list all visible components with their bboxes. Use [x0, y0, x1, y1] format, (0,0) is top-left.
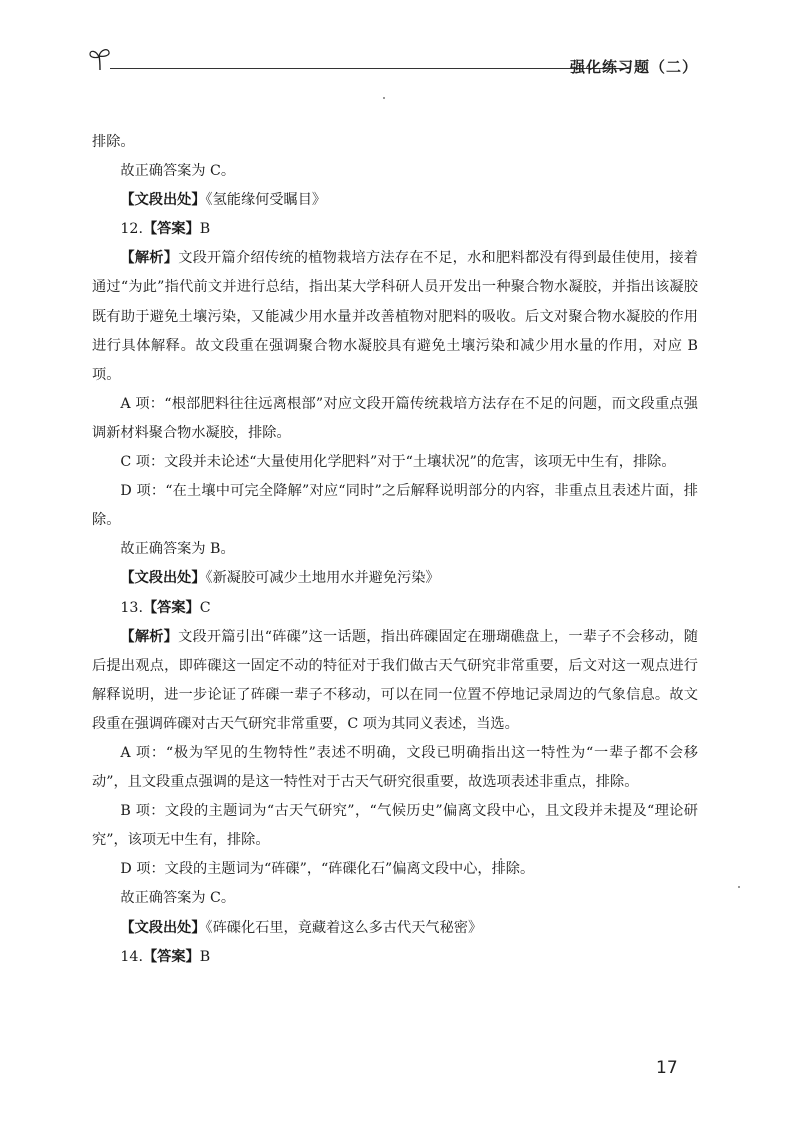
scan-speck [383, 97, 385, 99]
page-header [88, 46, 698, 76]
paragraph [92, 244, 698, 389]
paragraph-text: C 项：文段并未论述“大量使用化学肥料”对于“土壤状况”的危害，该项无中生有，排除。 [120, 454, 676, 471]
section-tag: 【解析】 [120, 250, 179, 267]
paragraph-text: 排除。 [92, 134, 135, 150]
question-number: 12. [120, 221, 143, 238]
question-number: 14. [120, 948, 143, 965]
document-body [92, 128, 698, 972]
section-tag: 【答案】 [142, 948, 200, 965]
paragraph-text: 文段开篇引出“砗磲”这一话题，指出砗磲固定在珊瑚礁盘上，一辈子不会移动，随后提出观点，即砗磲这一固定不动的特征对于我们做古天气研究非常重要，后文对这一观点进行解释说明，进一步论证了砗磲一辈子不移动，可以在同一位置不停地记录周边的气象信息。故文段重在强调砗磲对古天气研究非常重要，C 项为其同义表述，当选。 [92, 628, 698, 732]
section-tag: 【文段出处】 [120, 192, 206, 209]
section-tag: 【解析】 [120, 628, 179, 645]
paragraph-text: 《砗磲化石里，竟藏着这么多古代天气秘密》 [205, 919, 483, 936]
paragraph [92, 739, 698, 797]
paragraph [92, 943, 698, 972]
paragraph-text: B 项：文段的主题词为“古天气研究”，“气候历史”偏离文段中心，且文段并未提及“理论研究”，该项无中生有，排除。 [92, 803, 698, 849]
section-tag: 【答案】 [142, 599, 200, 616]
scan-speck [738, 886, 740, 888]
paragraph [92, 594, 698, 623]
paragraph [92, 477, 698, 535]
paragraph [92, 797, 698, 855]
paragraph-text: 故正确答案为 B。 [120, 541, 235, 558]
paragraph [92, 564, 698, 593]
question-number: 13. [120, 599, 143, 616]
section-tag: 【答案】 [142, 221, 200, 238]
paragraph-text: 故正确答案为 C。 [120, 163, 236, 180]
paragraph [92, 535, 698, 564]
paragraph [92, 186, 698, 215]
paragraph-text: C [199, 599, 211, 616]
paragraph [92, 884, 698, 913]
paragraph-text: 文段开篇介绍传统的植物栽培方法存在不足，水和肥料都没有得到最佳使用，接着通过“为此”指代前文并进行总结，指出某大学科研人员开发出一种聚合物水凝胶，并指出该凝胶既有助于避免土壤污染，又能减少用水量并改善植物对肥料的吸收。后文对聚合物水凝胶的作用进行具体解释。故文段重在强调聚合物水凝胶具有避免土壤污染和减少用水量的作用，对应 B 项。 [92, 250, 698, 383]
paragraph-text: 《氢能缘何受瞩目》 [205, 192, 327, 209]
header-rule [110, 68, 630, 69]
paragraph [92, 448, 698, 477]
paragraph-text: B [199, 221, 211, 238]
section-tag: 【文段出处】 [120, 919, 206, 936]
section-tag: 【文段出处】 [120, 570, 206, 587]
paragraph [92, 128, 698, 157]
paragraph [92, 390, 698, 448]
paragraph-text: D 项：文段的主题词为“砗磲”，“砗磲化石”偏离文段中心，排除。 [120, 861, 535, 878]
paragraph-text: A 项：“极为罕见的生物特性”表述不明确，文段已明确指出这一特性为“一辈子都不会移动”，且文段重点强调的是这一特性对于古天气研究很重要，故选项表述非重点，排除。 [92, 744, 698, 791]
scan-speck [500, 858, 502, 860]
paragraph-text: A 项：“根部肥料往往远离根部”对应文段开篇传统栽培方法存在不足的问题，而文段重点强调新材料聚合物水凝胶，排除。 [92, 395, 698, 441]
paragraph-text: B [199, 948, 211, 965]
header-title: 强化练习题（二） [569, 58, 698, 76]
page-number: 17 [656, 1058, 678, 1078]
paragraph-text: 故正确答案为 C。 [120, 890, 236, 907]
paragraph-text: 《新凝胶可减少土地用水并避免污染》 [205, 570, 440, 587]
paragraph [92, 855, 698, 884]
paragraph [92, 623, 698, 739]
paragraph [92, 215, 698, 244]
paragraph [92, 914, 698, 943]
paragraph-text: D 项：“在土壤中可完全降解”对应“同时”之后解释说明部分的内容，非重点且表述片面，排除。 [92, 483, 698, 529]
paragraph [92, 157, 698, 186]
